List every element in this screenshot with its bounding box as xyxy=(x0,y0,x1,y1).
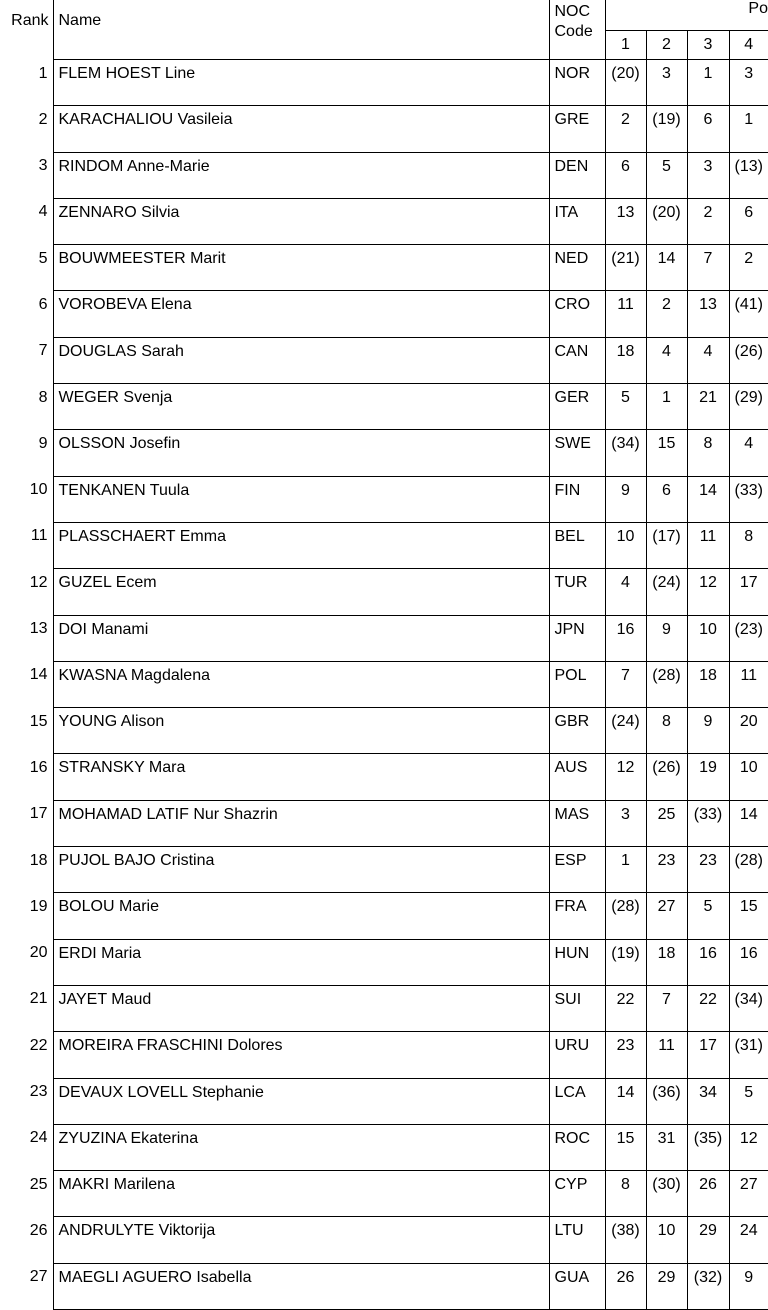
noc-cell: GER xyxy=(549,384,605,430)
table-row xyxy=(0,893,768,939)
noc-cell: FIN xyxy=(549,476,605,522)
race-1-cell: 1 xyxy=(605,847,646,893)
race-4-cell: (33) xyxy=(729,476,768,522)
race-4-cell: 12 xyxy=(729,1124,768,1170)
name-cell: GUZEL Ecem xyxy=(53,569,549,615)
race-2-cell: 14 xyxy=(646,245,687,291)
noc-cell: BEL xyxy=(549,522,605,568)
race-3-cell: 17 xyxy=(687,1032,729,1078)
race-4-cell: 1 xyxy=(729,106,768,152)
race-1-cell: (38) xyxy=(605,1217,646,1263)
rank-cell: 1 xyxy=(38,64,48,82)
rank-cell: 16 xyxy=(29,758,48,776)
rank-cell: 13 xyxy=(29,620,48,638)
header-row xyxy=(0,0,768,31)
table-row xyxy=(0,847,768,893)
table-row xyxy=(0,1263,768,1309)
name-cell: BOLOU Marie xyxy=(53,893,549,939)
noc-cell: POL xyxy=(549,661,605,707)
rank-cell: 17 xyxy=(29,805,48,823)
race-3-cell: (32) xyxy=(687,1263,729,1309)
noc-cell: ESP xyxy=(549,847,605,893)
noc-cell: LCA xyxy=(549,1078,605,1124)
noc-cell: SUI xyxy=(549,985,605,1031)
name-cell: BOUWMEESTER Marit xyxy=(53,245,549,291)
rank-cell: 22 xyxy=(29,1036,48,1054)
race-4-cell: 15 xyxy=(729,893,768,939)
noc-cell: GUA xyxy=(549,1263,605,1309)
race-4-cell: (41) xyxy=(729,291,768,337)
race-3-cell: 26 xyxy=(687,1171,729,1217)
race-2-cell: (24) xyxy=(646,569,687,615)
table-row xyxy=(0,615,768,661)
race-2-cell: 3 xyxy=(646,60,687,106)
name-cell: ZYUZINA Ekaterina xyxy=(53,1124,549,1170)
noc-cell: CRO xyxy=(549,291,605,337)
rank-cell: 20 xyxy=(29,944,48,962)
race-1-cell: 16 xyxy=(605,615,646,661)
race-4-cell: (28) xyxy=(729,847,768,893)
race-2-cell: 10 xyxy=(646,1217,687,1263)
race-4-cell: 20 xyxy=(729,708,768,754)
race-1-cell: 13 xyxy=(605,198,646,244)
race-1-cell: (19) xyxy=(605,939,646,985)
table-row xyxy=(0,337,768,383)
race-4-cell: 10 xyxy=(729,754,768,800)
noc-cell: NED xyxy=(549,245,605,291)
table-row xyxy=(0,1124,768,1170)
race-1-cell: 15 xyxy=(605,1124,646,1170)
noc-cell: CYP xyxy=(549,1171,605,1217)
rank-cell: 23 xyxy=(29,1083,48,1101)
race-1-cell: 5 xyxy=(605,384,646,430)
rank-cell: 11 xyxy=(30,527,48,545)
race-2-cell: 9 xyxy=(646,615,687,661)
noc-header-line2: Code xyxy=(554,23,593,40)
race-1-cell: 2 xyxy=(605,106,646,152)
race-4-cell: 6 xyxy=(729,198,768,244)
race-1-cell: (20) xyxy=(605,60,646,106)
table-row xyxy=(0,106,768,152)
rank-cell: 8 xyxy=(38,388,48,406)
race-2-cell: 2 xyxy=(646,291,687,337)
name-cell: ZENNARO Silvia xyxy=(53,198,549,244)
race-2-header: 2 xyxy=(646,31,687,60)
rank-cell: 26 xyxy=(29,1221,48,1239)
race-2-cell: (36) xyxy=(646,1078,687,1124)
race-1-cell: 3 xyxy=(605,800,646,846)
race-1-cell: 7 xyxy=(605,661,646,707)
table-row xyxy=(0,708,768,754)
noc-cell: GBR xyxy=(549,708,605,754)
race-1-cell: 12 xyxy=(605,754,646,800)
name-cell: VOROBEVA Elena xyxy=(53,291,549,337)
name-cell: JAYET Maud xyxy=(53,985,549,1031)
rank-cell: 3 xyxy=(38,157,48,175)
rank-cell: 5 xyxy=(38,249,48,267)
rank-cell: 4 xyxy=(38,203,48,221)
name-cell: DOI Manami xyxy=(53,615,549,661)
race-4-cell: 17 xyxy=(729,569,768,615)
name-cell: MOHAMAD LATIF Nur Shazrin xyxy=(53,800,549,846)
name-cell: PUJOL BAJO Cristina xyxy=(53,847,549,893)
name-cell: FLEM HOEST Line xyxy=(53,60,549,106)
table-row xyxy=(0,522,768,568)
race-3-cell: 3 xyxy=(687,152,729,198)
race-3-cell: 11 xyxy=(687,522,729,568)
table-row xyxy=(0,1032,768,1078)
race-2-cell: 27 xyxy=(646,893,687,939)
race-1-cell: (28) xyxy=(605,893,646,939)
race-2-cell: (30) xyxy=(646,1171,687,1217)
table-row xyxy=(0,430,768,476)
race-2-cell: 31 xyxy=(646,1124,687,1170)
race-1-cell: 10 xyxy=(605,522,646,568)
table-row xyxy=(0,569,768,615)
name-cell: PLASSCHAERT Emma xyxy=(53,522,549,568)
race-3-cell: (33) xyxy=(687,800,729,846)
rank-cell: 27 xyxy=(29,1268,48,1286)
race-4-cell: (31) xyxy=(729,1032,768,1078)
race-4-cell: 24 xyxy=(729,1217,768,1263)
race-3-cell: 5 xyxy=(687,893,729,939)
race-1-cell: 23 xyxy=(605,1032,646,1078)
name-cell: KARACHALIOU Vasileia xyxy=(53,106,549,152)
noc-cell: GRE xyxy=(549,106,605,152)
race-1-cell: (34) xyxy=(605,430,646,476)
race-4-cell: (13) xyxy=(729,152,768,198)
race-4-cell: (26) xyxy=(729,337,768,383)
rank-cell: 9 xyxy=(38,434,48,452)
race-2-cell: (28) xyxy=(646,661,687,707)
race-3-cell: 10 xyxy=(687,615,729,661)
race-3-cell: 19 xyxy=(687,754,729,800)
race-1-cell: 26 xyxy=(605,1263,646,1309)
race-3-cell: 4 xyxy=(687,337,729,383)
rank-cell: 24 xyxy=(29,1129,48,1147)
race-2-cell: 1 xyxy=(646,384,687,430)
rank-cell: 25 xyxy=(29,1175,48,1193)
noc-header-line1: NOC xyxy=(554,3,591,20)
race-3-cell: 7 xyxy=(687,245,729,291)
table-row xyxy=(0,384,768,430)
race-3-cell: 9 xyxy=(687,708,729,754)
noc-cell: ITA xyxy=(549,198,605,244)
race-3-cell: 12 xyxy=(687,569,729,615)
table-row xyxy=(0,661,768,707)
race-4-cell: 27 xyxy=(729,1171,768,1217)
race-3-cell: 23 xyxy=(687,847,729,893)
noc-cell: NOR xyxy=(549,60,605,106)
race-3-cell: 18 xyxy=(687,661,729,707)
noc-cell: AUS xyxy=(549,754,605,800)
name-header: Name xyxy=(53,0,549,60)
race-4-header: 4 xyxy=(729,31,768,60)
race-1-cell: 8 xyxy=(605,1171,646,1217)
rank-cell: 6 xyxy=(38,295,48,313)
name-cell: DEVAUX LOVELL Stephanie xyxy=(53,1078,549,1124)
race-4-cell: 11 xyxy=(729,661,768,707)
name-cell: YOUNG Alison xyxy=(53,708,549,754)
race-1-cell: 9 xyxy=(605,476,646,522)
race-3-cell: (35) xyxy=(687,1124,729,1170)
race-3-cell: 34 xyxy=(687,1078,729,1124)
table-row xyxy=(0,198,768,244)
rank-cell: 10 xyxy=(29,481,48,499)
race-4-cell: 3 xyxy=(729,60,768,106)
table-row xyxy=(0,245,768,291)
noc-cell: MAS xyxy=(549,800,605,846)
race-3-cell: 22 xyxy=(687,985,729,1031)
race-3-cell: 8 xyxy=(687,430,729,476)
name-cell: ANDRULYTE Viktorija xyxy=(53,1217,549,1263)
race-1-cell: 11 xyxy=(605,291,646,337)
rank-cell: 19 xyxy=(29,897,48,915)
race-2-cell: 18 xyxy=(646,939,687,985)
rank-cell: 7 xyxy=(38,342,48,360)
noc-cell: ROC xyxy=(549,1124,605,1170)
race-2-cell: (19) xyxy=(646,106,687,152)
noc-cell: URU xyxy=(549,1032,605,1078)
race-2-cell: 8 xyxy=(646,708,687,754)
noc-cell: FRA xyxy=(549,893,605,939)
table-row xyxy=(0,291,768,337)
race-2-cell: 23 xyxy=(646,847,687,893)
race-2-cell: 11 xyxy=(646,1032,687,1078)
table-row xyxy=(0,476,768,522)
noc-cell: CAN xyxy=(549,337,605,383)
race-1-cell: (24) xyxy=(605,708,646,754)
race-2-cell: (20) xyxy=(646,198,687,244)
race-3-header: 3 xyxy=(687,31,729,60)
noc-cell: LTU xyxy=(549,1217,605,1263)
race-1-cell: 22 xyxy=(605,985,646,1031)
race-2-cell: 25 xyxy=(646,800,687,846)
race-4-cell: 5 xyxy=(729,1078,768,1124)
rank-cell: 15 xyxy=(29,712,48,730)
rank-cell: 21 xyxy=(29,990,48,1008)
table-row xyxy=(0,939,768,985)
table-row xyxy=(0,800,768,846)
name-cell: STRANSKY Mara xyxy=(53,754,549,800)
name-cell: RINDOM Anne-Marie xyxy=(53,152,549,198)
noc-cell: HUN xyxy=(549,939,605,985)
name-cell: OLSSON Josefin xyxy=(53,430,549,476)
name-cell: DOUGLAS Sarah xyxy=(53,337,549,383)
race-4-cell: 16 xyxy=(729,939,768,985)
race-4-cell: 14 xyxy=(729,800,768,846)
race-2-cell: 6 xyxy=(646,476,687,522)
race-2-cell: 5 xyxy=(646,152,687,198)
race-4-cell: (29) xyxy=(729,384,768,430)
race-1-cell: (21) xyxy=(605,245,646,291)
race-2-cell: 4 xyxy=(646,337,687,383)
rank-cell: 12 xyxy=(29,573,48,591)
race-1-cell: 14 xyxy=(605,1078,646,1124)
rank-cell: 18 xyxy=(29,851,48,869)
race-1-header: 1 xyxy=(605,31,646,60)
noc-cell: JPN xyxy=(549,615,605,661)
race-3-cell: 2 xyxy=(687,198,729,244)
race-4-cell: 2 xyxy=(729,245,768,291)
table-row xyxy=(0,1078,768,1124)
race-2-cell: 15 xyxy=(646,430,687,476)
noc-cell: SWE xyxy=(549,430,605,476)
race-2-cell: (17) xyxy=(646,522,687,568)
race-4-cell: 9 xyxy=(729,1263,768,1309)
race-2-cell: (26) xyxy=(646,754,687,800)
noc-cell: TUR xyxy=(549,569,605,615)
name-cell: KWASNA Magdalena xyxy=(53,661,549,707)
rank-cell: 14 xyxy=(29,666,48,684)
name-cell: ERDI Maria xyxy=(53,939,549,985)
name-cell: MAEGLI AGUERO Isabella xyxy=(53,1263,549,1309)
table-row xyxy=(0,985,768,1031)
race-4-cell: 4 xyxy=(729,430,768,476)
table-row xyxy=(0,1217,768,1263)
race-1-cell: 6 xyxy=(605,152,646,198)
race-3-cell: 13 xyxy=(687,291,729,337)
noc-header xyxy=(549,0,605,60)
table-row xyxy=(0,152,768,198)
name-cell: WEGER Svenja xyxy=(53,384,549,430)
rank-cell: 2 xyxy=(38,110,48,128)
rank-header: Rank xyxy=(11,12,49,29)
race-3-cell: 29 xyxy=(687,1217,729,1263)
race-4-cell: 8 xyxy=(729,522,768,568)
race-3-cell: 1 xyxy=(687,60,729,106)
race-3-cell: 21 xyxy=(687,384,729,430)
table-row xyxy=(0,60,768,106)
race-3-cell: 6 xyxy=(687,106,729,152)
results-body xyxy=(0,60,768,1310)
race-3-cell: 16 xyxy=(687,939,729,985)
name-cell: TENKANEN Tuula xyxy=(53,476,549,522)
race-4-cell: (34) xyxy=(729,985,768,1031)
name-cell: MOREIRA FRASCHINI Dolores xyxy=(53,1032,549,1078)
table-row xyxy=(0,754,768,800)
noc-cell: DEN xyxy=(549,152,605,198)
race-2-cell: 29 xyxy=(646,1263,687,1309)
race-3-cell: 14 xyxy=(687,476,729,522)
race-4-cell: (23) xyxy=(729,615,768,661)
table-row xyxy=(0,1171,768,1217)
name-cell: MAKRI Marilena xyxy=(53,1171,549,1217)
race-1-cell: 18 xyxy=(605,337,646,383)
positions-header: Po xyxy=(605,0,768,31)
race-1-cell: 4 xyxy=(605,569,646,615)
race-2-cell: 7 xyxy=(646,985,687,1031)
